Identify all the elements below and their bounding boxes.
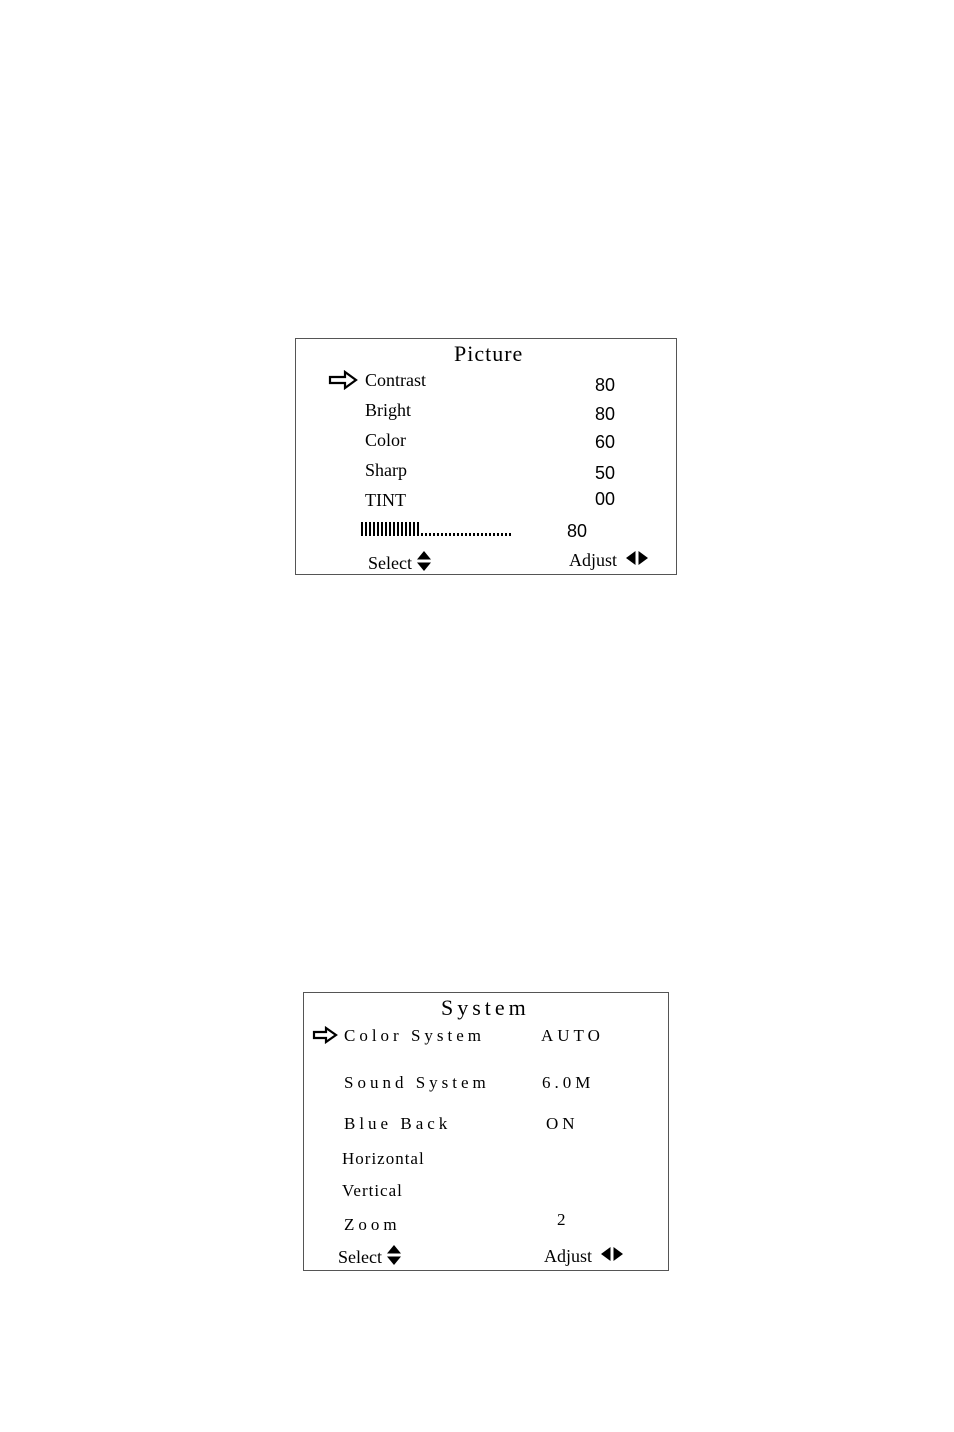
level-bar-tick — [421, 533, 423, 536]
level-bar-tick — [485, 533, 487, 536]
color-value: 60 — [595, 432, 616, 452]
menu-item-horizontal[interactable]: Horizontal — [342, 1149, 425, 1168]
menu-item-bright[interactable]: Bright — [365, 400, 412, 420]
level-bar-tick — [365, 522, 367, 536]
level-value: 80 — [567, 521, 588, 541]
level-bar-tick — [441, 533, 443, 536]
level-bar-tick — [477, 533, 479, 536]
level-bar-tick — [361, 522, 363, 536]
level-bar-tick — [393, 522, 395, 536]
level-bar-tick — [449, 533, 451, 536]
contrast-value: 80 — [595, 375, 616, 395]
left-right-triangle-icon — [600, 1246, 624, 1265]
level-bar-tick — [501, 533, 503, 536]
up-down-triangle-icon — [416, 550, 432, 575]
pointer-arrow-icon — [328, 370, 358, 390]
tint-value: 00 — [595, 489, 616, 509]
menu-title: Picture — [454, 341, 524, 366]
level-bar-tick — [385, 522, 387, 536]
system-menu — [303, 992, 669, 1271]
level-bar-tick — [369, 522, 371, 536]
menu-item-tint[interactable]: TINT — [365, 490, 406, 510]
level-bar-tick — [373, 522, 375, 536]
level-bar-tick — [505, 533, 507, 536]
picture-menu — [295, 338, 677, 575]
pointer-arrow-icon — [312, 1026, 338, 1044]
menu-item-sharp[interactable]: Sharp — [365, 460, 407, 480]
level-bar-tick — [389, 522, 391, 536]
up-down-triangle-icon — [386, 1244, 402, 1269]
menu-item-contrast[interactable]: Contrast — [365, 370, 426, 390]
level-bar-tick — [461, 533, 463, 536]
blue-back-value: ON — [546, 1114, 579, 1133]
adjust-hint — [544, 1246, 624, 1265]
level-bar-tick — [433, 533, 435, 536]
select-label: Select — [368, 552, 412, 573]
menu-item-sound-system[interactable]: Sound System — [344, 1073, 490, 1092]
level-bar-tick — [473, 533, 475, 536]
menu-title: System — [441, 995, 530, 1020]
menu-item-blue-back[interactable]: Blue Back — [344, 1114, 452, 1133]
level-bar-tick — [493, 533, 495, 536]
sound-system-value: 6.0M — [542, 1073, 595, 1092]
select-hint — [338, 1244, 402, 1269]
select-hint — [368, 550, 432, 575]
level-bar-tick — [397, 522, 399, 536]
level-bar-tick — [469, 533, 471, 536]
sharp-value: 50 — [595, 463, 616, 483]
level-bar-tick — [417, 522, 419, 536]
level-bar-tick — [401, 522, 403, 536]
level-bar-tick — [405, 522, 407, 536]
adjust-hint — [569, 550, 649, 569]
level-bar-tick — [465, 533, 467, 536]
level-bar-tick — [445, 533, 447, 536]
select-label: Select — [338, 1246, 382, 1267]
level-bar-tick — [481, 533, 483, 536]
level-bar[interactable] — [361, 520, 511, 536]
level-bar-tick — [497, 533, 499, 536]
color-system-value: AUTO — [541, 1026, 604, 1045]
adjust-label: Adjust — [544, 1245, 593, 1266]
level-bar-tick — [381, 522, 383, 536]
level-bar-tick — [409, 522, 411, 536]
menu-item-zoom[interactable]: Zoom — [344, 1215, 401, 1234]
menu-item-color-system[interactable]: Color System — [344, 1026, 486, 1045]
menu-item-color[interactable]: Color — [365, 430, 407, 450]
bright-value: 80 — [595, 404, 616, 424]
level-bar-tick — [425, 533, 427, 536]
level-bar-tick — [429, 533, 431, 536]
level-bar-tick — [509, 533, 511, 536]
adjust-label: Adjust — [569, 549, 618, 570]
level-bar-tick — [413, 522, 415, 536]
level-bar-tick — [437, 533, 439, 536]
level-bar-tick — [377, 522, 379, 536]
level-bar-tick — [489, 533, 491, 536]
level-bar-tick — [457, 533, 459, 536]
menu-item-vertical[interactable]: Vertical — [342, 1181, 403, 1200]
zoom-value: 2 — [557, 1210, 570, 1229]
left-right-triangle-icon — [625, 550, 649, 569]
level-bar-tick — [453, 533, 455, 536]
